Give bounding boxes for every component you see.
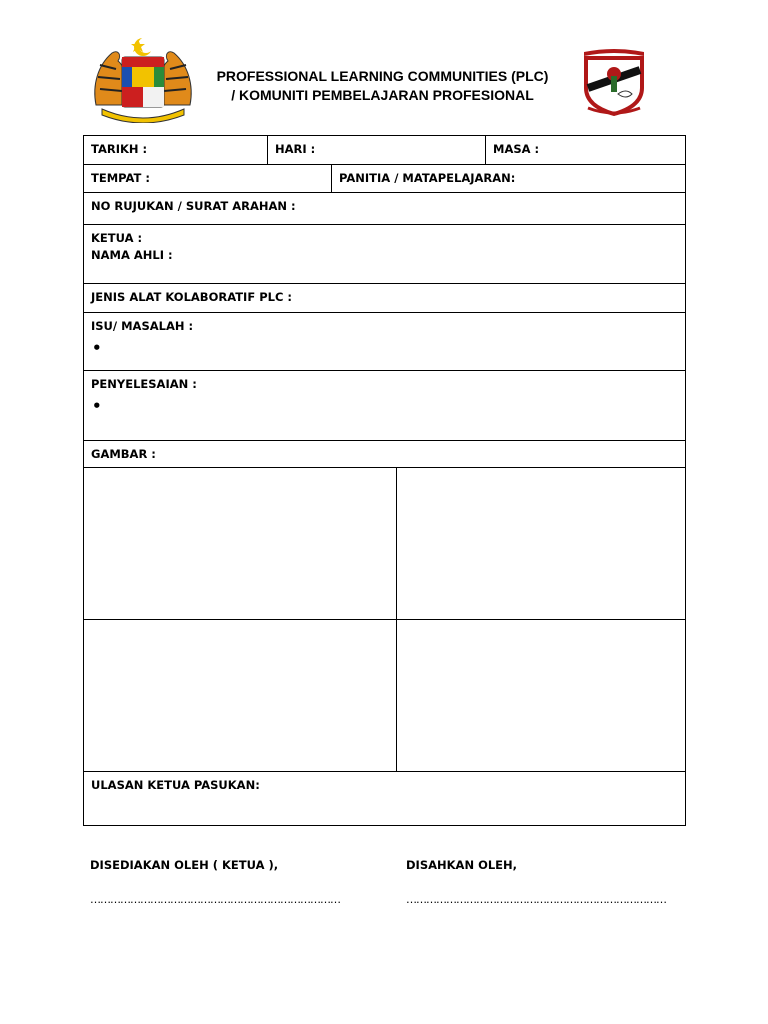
ulasan-field[interactable]	[84, 772, 685, 825]
tarikh-label: TARIKH :	[91, 142, 148, 156]
school-crest-logo	[578, 48, 650, 116]
form-row-place	[84, 165, 685, 193]
tempat-field[interactable]	[84, 165, 331, 192]
ulasan-label: ULASAN KETUA PASUKAN:	[91, 778, 260, 792]
picture-box-4[interactable]	[396, 620, 685, 771]
form-row-reference	[84, 193, 685, 225]
form-row-pictures-header	[84, 441, 685, 468]
form-row-issue	[84, 313, 685, 371]
jenis-alat-label: JENIS ALAT KOLABORATIF PLC :	[91, 290, 292, 304]
approved-by-label: DISAHKAN OLEH,	[406, 858, 518, 872]
prepared-by-label: DISEDIAKAN OLEH ( KETUA ),	[90, 858, 279, 872]
picture-box-2[interactable]	[396, 468, 685, 619]
form-row-pictures-1	[84, 468, 685, 620]
hari-field[interactable]	[267, 136, 485, 164]
panitia-label: PANITIA / MATAPELAJARAN:	[339, 171, 516, 185]
prepared-signature-line[interactable]: …………………………………………………………………	[90, 893, 340, 906]
form-row-tools	[84, 284, 685, 313]
isu-field[interactable]	[84, 313, 685, 370]
page-title	[205, 67, 560, 105]
picture-box-3[interactable]	[84, 620, 396, 771]
rujukan-label: NO RUJUKAN / SURAT ARAHAN :	[91, 199, 296, 213]
isu-label: ISU/ MASALAH :	[91, 319, 194, 333]
plc-form	[83, 135, 686, 826]
title-line-2: / KOMUNITI PEMBELAJARAN PROFESIONAL	[231, 87, 534, 103]
school-crest-icon	[578, 48, 650, 116]
title-line-1: PROFESSIONAL LEARNING COMMUNITIES (PLC)	[216, 68, 549, 84]
gambar-field	[84, 441, 685, 467]
jenis-alat-field[interactable]	[84, 284, 685, 312]
penyelesaian-label: PENYELESAIAN :	[91, 377, 197, 391]
form-row-pictures-2	[84, 620, 685, 772]
picture-box-1[interactable]	[84, 468, 396, 619]
coat-of-arms-icon	[88, 35, 198, 123]
members-field[interactable]	[84, 225, 685, 283]
form-row-members	[84, 225, 685, 284]
rujukan-field[interactable]	[84, 193, 685, 224]
form-row-date	[84, 136, 685, 165]
panitia-field[interactable]	[331, 165, 685, 192]
form-row-solution	[84, 371, 685, 441]
approved-signature-line[interactable]: ……………………………………………………………………	[406, 893, 666, 906]
penyelesaian-field[interactable]	[84, 371, 685, 440]
penyelesaian-bullet: •	[92, 397, 102, 415]
masa-label: MASA :	[493, 142, 540, 156]
nama-ahli-label: NAMA AHLI :	[91, 248, 173, 262]
tarikh-field[interactable]	[84, 136, 267, 164]
gambar-label: GAMBAR :	[91, 447, 156, 461]
tempat-label: TEMPAT :	[91, 171, 150, 185]
form-row-comment	[84, 772, 685, 825]
coat-of-arms-logo	[88, 35, 198, 123]
hari-label: HARI :	[275, 142, 316, 156]
isu-bullet: •	[92, 339, 102, 357]
masa-field[interactable]	[485, 136, 685, 164]
ketua-label: KETUA :	[91, 231, 143, 245]
